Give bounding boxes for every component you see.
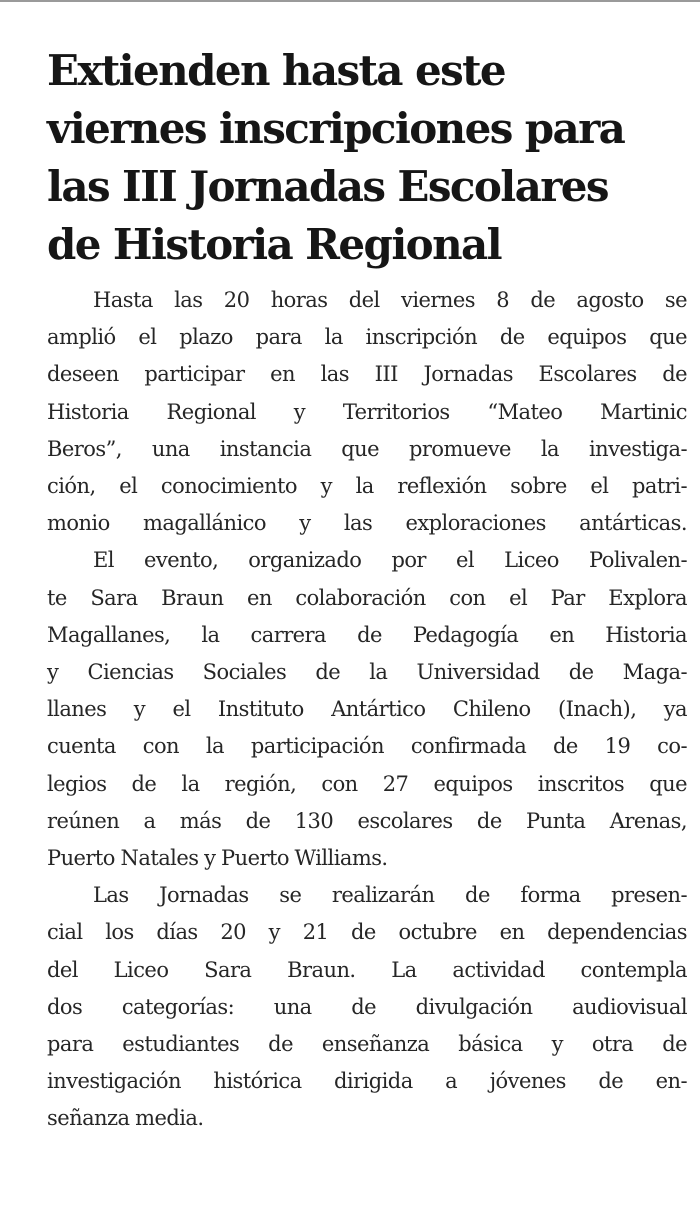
text-line: y Ciencias Sociales de la Universidad de Maga- [47, 660, 687, 685]
text-line: investigación histórica dirigida a jóvenes de en- [47, 1069, 687, 1094]
text-line: Puerto Natales y Puerto Williams. [47, 846, 388, 871]
text-line: reúnen a más de 130 escolares de Punta Arenas, [47, 808, 687, 833]
text-line: Hasta las 20 horas del viernes 8 de agosto se [93, 288, 687, 312]
headline-line: de Historia Regional [47, 220, 501, 269]
text-line: para estudiantes de enseñanza básica y otra de [47, 1032, 687, 1057]
text-line: dos categorías: una de divulgación audiovisual [47, 994, 687, 1019]
paragraph-1 [47, 282, 687, 542]
text-line: del Liceo Sara Braun. La actividad contempla [47, 957, 687, 982]
text-line: legios de la región, con 27 equipos inscritos que [47, 771, 687, 796]
text-line: cuenta con la participación confirmada de 19 co- [47, 734, 687, 759]
text-line: señanza media. [47, 1106, 204, 1131]
article [47, 42, 687, 1138]
headline-line: Extienden hasta este [47, 46, 506, 95]
text-line: El evento, organizado por el Liceo Polivalen- [93, 548, 687, 573]
headline-line: viernes inscripciones para [47, 104, 625, 153]
headline-line: las III Jornadas Escolares [47, 162, 608, 211]
text-line: Historia Regional y Territorios “Mateo Martinic [47, 399, 687, 424]
text-line: cial los días 20 y 21 de octubre en dependencias [47, 920, 687, 945]
paragraph-2 [47, 542, 687, 877]
text-line: ción, el conocimiento y la reflexión sobre el patri- [47, 474, 687, 499]
text-line: Beros”, una instancia que promueve la investiga- [47, 436, 687, 461]
article-body [47, 282, 687, 1138]
text-line: deseen participar en las III Jornadas Escolares de [47, 362, 687, 387]
text-line: amplió el plazo para la inscripción de equipos que [47, 325, 687, 350]
text-line: llanes y el Instituto Antártico Chileno (Inach), ya [47, 697, 687, 722]
headline [47, 42, 687, 274]
text-line: Las Jornadas se realizarán de forma presen- [93, 883, 687, 908]
top-rule [0, 0, 700, 2]
paragraph-3 [47, 877, 687, 1137]
text-line: Magallanes, la carrera de Pedagogía en Historia [47, 622, 687, 647]
text-line: monio magallánico y las exploraciones antárticas. [47, 511, 687, 536]
text-line: te Sara Braun en colaboración con el Par Explora [47, 585, 687, 610]
